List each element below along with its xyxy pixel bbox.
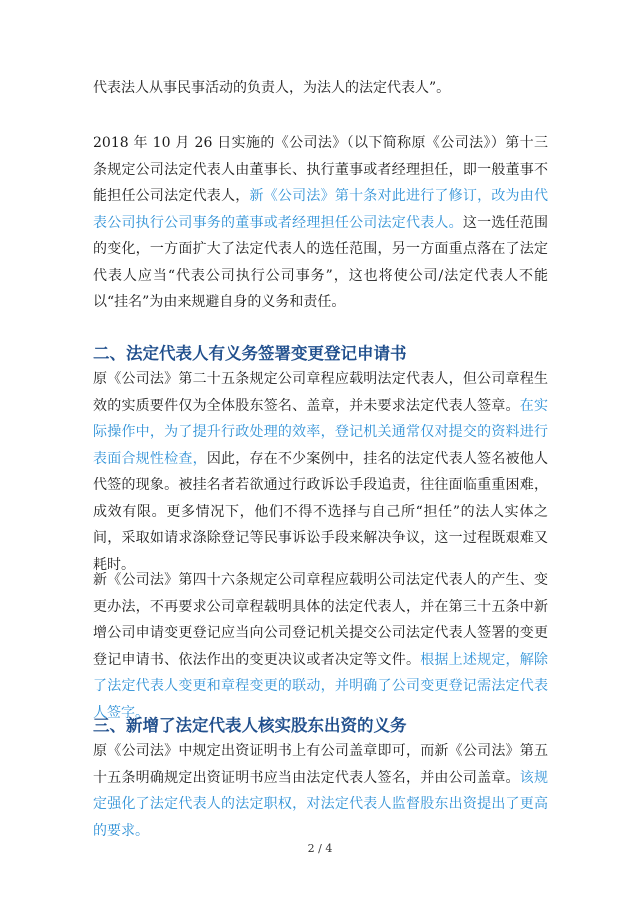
- paragraph-legal-representative-scope: [93, 130, 548, 316]
- paragraph-text: 这一选任范围的变化，一方面扩大了法定代表人的选任范围，另一方面重点落在了法定代表人应当“代表公司执行公司事务”，这也将使公司/法定代表人不能以“挂名”为由来规避自身的义务和责任。: [93, 214, 549, 310]
- paragraph-intro-tail: [93, 75, 548, 102]
- paragraph-text: 新《公司法》第四十六条规定公司章程应载明公司法定代表人的产生、变更办法，不再要求公司章程载明具体的法定代表人，并在第三十五条中新增公司申请变更登记应当向公司登记机关提交公司法定代表人签署的变更登记申请书、依法作出的变更决议或者决定等文件。: [93, 572, 548, 668]
- page-number: 2 / 4: [307, 842, 333, 855]
- paragraph-change-registration: [93, 567, 548, 726]
- paragraph-text: 原《公司法》中规定出资证明书上有公司盖章即可，而新《公司法》第五十五条明确规定出资证明书应当由法定代表人签名，并由公司盖章。: [93, 743, 548, 786]
- paragraph-text: 原《公司法》第二十五条规定公司章程应载明法定代表人，但公司章程生效的实质要件仅为全体股东签名、盖章，并未要求法定代表人签章。: [93, 371, 548, 414]
- paragraph-text: 代表法人从事民事活动的负责人，为法人的法定代表人”。: [93, 80, 451, 96]
- paragraph-text: 2018 年 10 月 26 日实施的《公司法》（以下简称原《公司法》）第十三条规定公司法定代表人由董事长、执行董事或者经理担任，即一般董事不能担任公司法定代表人，: [93, 135, 548, 204]
- highlighted-text: 在实际操作中，为了提升行政处理的效率，登记机关通常仅对提交的资料进行表面合规性检查，: [93, 397, 549, 467]
- paragraph-capital-verification: [93, 738, 548, 844]
- paragraph-signature-obligation: [93, 366, 548, 578]
- highlighted-text: 新《公司法》第十条对此进行了修订，改为由代表公司执行公司事务的董事或者经理担任公司法定代表人。: [93, 188, 548, 231]
- highlighted-text: 根据上述规定，解除了法定代表人变更和章程变更的联动，并明确了公司变更登记需法定代表人签字。: [93, 651, 549, 721]
- section-heading-3: 三、新增了法定代表人核实股东出资的义务: [93, 716, 407, 735]
- highlighted-text: 该规定强化了法定代表人的法定职权，对法定代表人监督股东出资提出了更高的要求。: [93, 769, 549, 839]
- paragraph-text: 因此，存在不少案例中，挂名的法定代表人签名被他人代签的现象。被挂名者若欲通过行政诉讼手段追责，往往面临重重困难，成效有限。更多情况下，他们不得不选择与自己所“担任”的法人实体之间，采取如请求涤除登记等民事诉讼手段来解决争议，这一过程既艰难又耗时。: [93, 450, 549, 573]
- section-heading-2: 二、法定代表人有义务签署变更登记申请书: [93, 344, 407, 363]
